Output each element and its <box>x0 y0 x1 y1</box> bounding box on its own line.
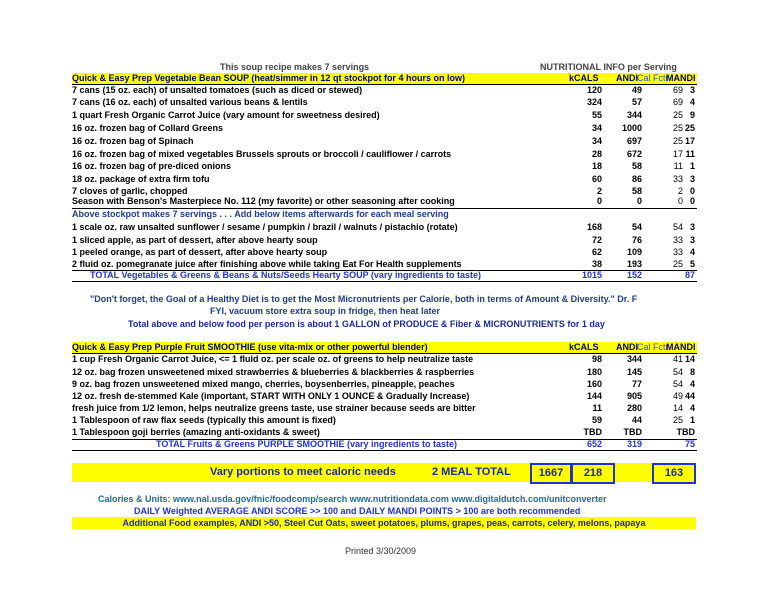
row-mandi: 8 <box>689 367 695 377</box>
row-andi: 58 <box>631 161 642 171</box>
row-calfctr: 33 <box>672 235 683 245</box>
row-kcal: 34 <box>591 123 602 133</box>
meal-total-label: 2 MEAL TOTAL <box>432 466 511 478</box>
gallon-text: Total above and below food per person is about 1 GALLON of PRODUCE & Fiber & MICRONUTRIENTS for 1 day <box>128 319 605 329</box>
row-desc: 7 cloves of garlic, chopped <box>72 186 188 196</box>
table-row <box>72 247 697 258</box>
row-mandi: 1 <box>689 161 695 171</box>
row-calfctr: 25 <box>672 136 683 146</box>
kcals-header: kCALS <box>569 342 599 352</box>
table-row <box>72 110 697 121</box>
row-mandi: 17 <box>684 136 695 146</box>
row-mandi: 1 <box>689 415 695 425</box>
row-mandi: 4 <box>689 247 695 257</box>
row-calfctr: 54 <box>672 222 683 232</box>
row-desc: 7 cans (16 oz. each) of unsalted various beans & lentils <box>72 97 308 107</box>
row-kcal: 324 <box>586 97 602 107</box>
row-kcal: 98 <box>591 354 602 364</box>
row-desc: 9 oz. bag frozen unsweetened mixed mango, cherries, boysenberries, pineapple, peaches <box>72 379 455 389</box>
table-row <box>72 136 697 147</box>
meal-total-andi: 218 <box>571 463 615 484</box>
row-mandi: 4 <box>689 379 695 389</box>
servings-title: This soup recipe makes 7 servings <box>220 62 370 72</box>
smoothie-total-kcal: 652 <box>586 439 602 449</box>
daily-recommendation: DAILY Weighted AVERAGE ANDI SCORE >> 100 and DAILY MANDI POINTS > 100 are both recommended <box>134 506 581 516</box>
row-andi: 905 <box>626 391 642 401</box>
row-calfctr: 54 <box>672 379 683 389</box>
row-andi: 54 <box>631 222 642 232</box>
row-andi: 1000 <box>621 123 642 133</box>
smoothie-total-andi: 319 <box>626 439 642 449</box>
meal-total-mandi: 163 <box>652 463 696 484</box>
row-kcal: 72 <box>591 235 602 245</box>
row-andi: 193 <box>626 259 642 269</box>
row-kcal: 34 <box>591 136 602 146</box>
row-andi: 145 <box>626 367 642 377</box>
soup-total-kcal: 1015 <box>581 270 602 280</box>
row-mandi: 3 <box>689 85 695 95</box>
row-kcal: 60 <box>591 174 602 184</box>
row-mandi: 25 <box>684 123 695 133</box>
row-mandi: 11 <box>685 149 695 159</box>
row-kcal: 180 <box>586 367 602 377</box>
row-kcal: 28 <box>591 149 602 159</box>
calories-units-links: Calories & Units: www.nal.usda.gov/fnic/foodcomp/search www.nutritiondata.com www.digitaldutch.com/unitconverter <box>98 494 607 504</box>
row-mandi: 3 <box>689 222 695 232</box>
divider <box>72 281 697 282</box>
row-mandi: 0 <box>689 196 695 206</box>
smoothie-total-label: TOTAL Fruits & Greens PURPLE SMOOTHIE (vary ingredients to taste) <box>156 439 458 449</box>
row-kcal: 160 <box>586 379 602 389</box>
row-andi: 344 <box>626 110 642 120</box>
smoothie-header-title: Quick & Easy Prep Purple Fruit SMOOTHIE (use vita-mix or other powerful blender) <box>72 342 428 352</box>
table-row <box>72 174 697 185</box>
row-andi: 86 <box>631 174 642 184</box>
row-kcal: TBD <box>583 427 602 437</box>
row-andi: 672 <box>626 149 642 159</box>
table-row <box>72 123 697 134</box>
row-calfctr: 41 <box>672 354 683 364</box>
table-row <box>72 161 697 172</box>
table-row <box>72 391 697 402</box>
row-desc: 16 oz. frozen bag of mixed vegetables Brussels sprouts or broccoli / cauliflower / carrots <box>72 149 452 159</box>
smoothie-total-row <box>72 439 697 450</box>
row-kcal: 62 <box>591 247 602 257</box>
row-calfctr: 69 <box>672 97 683 107</box>
table-row <box>72 97 697 108</box>
row-calfctr: 69 <box>672 85 683 95</box>
table-row <box>72 354 697 365</box>
row-andi: 109 <box>626 247 642 257</box>
table-row <box>72 403 697 414</box>
row-kcal: 59 <box>591 415 602 425</box>
row-kcal: 144 <box>586 391 602 401</box>
fyi-text: FYI, vacuum store extra soup in fridge, then heat later <box>210 306 441 316</box>
row-calfctr: 0 <box>677 196 683 206</box>
row-desc: 1 Tablespoon goji berries (amazing anti-oxidants & sweet) <box>72 427 320 437</box>
table-row <box>72 196 697 207</box>
calfctr-header: Cal Fctr <box>637 342 669 352</box>
row-desc: 2 fluid oz. pomegranate juice after finishing above while taking Eat For Health supplements <box>72 259 462 269</box>
smoothie-header <box>72 342 697 353</box>
row-mandi: 44 <box>684 391 695 401</box>
row-andi: 280 <box>626 403 642 413</box>
row-calfctr: 54 <box>672 367 683 377</box>
table-row <box>72 149 697 160</box>
row-desc: 7 cans (15 oz. each) of unsalted tomatoes (such as diced or stewed) <box>72 85 363 95</box>
soup-total-label: TOTAL Vegetables & Greens & Beans & Nuts/Seeds Hearty SOUP (vary ingredients to taste) <box>90 270 481 280</box>
row-desc: 1 cup Fresh Organic Carrot Juice, <= 1 fluid oz. per scale oz. of greens to help neutralize taste <box>72 354 474 364</box>
table-row <box>72 222 697 233</box>
row-calfctr: 14 <box>672 403 683 413</box>
table-row <box>72 379 697 390</box>
row-kcal: 11 <box>592 403 602 413</box>
row-andi: 344 <box>626 354 642 364</box>
row-andi: 44 <box>631 415 642 425</box>
row-calfctr: 33 <box>672 247 683 257</box>
soup-header <box>72 73 697 84</box>
row-desc: 1 peeled orange, as part of dessert, after above hearty soup <box>72 247 328 257</box>
table-row <box>72 427 697 438</box>
row-mandi: 14 <box>684 354 695 364</box>
row-desc: 12 oz. bag frozen unsweetened mixed strawberries & blueberries & blackberries & raspberries <box>72 367 475 377</box>
row-mandi: 4 <box>689 403 695 413</box>
kcals-header: kCALS <box>569 73 599 83</box>
row-desc: 16 oz. frozen bag of Collard Greens <box>72 123 224 133</box>
row-mandi: 5 <box>689 259 695 269</box>
row-mandi: 4 <box>689 97 695 107</box>
row-desc: 1 scale oz. raw unsalted sunflower / sesame / pumpkin / brazil / walnuts / pistachio (rotate) <box>72 222 458 232</box>
row-calfctr: 25 <box>672 110 683 120</box>
row-calfctr: 17 <box>672 149 683 159</box>
row-desc: Season with Benson's Masterpiece No. 112 (my favorite) or other seasoning after cooking <box>72 196 455 206</box>
above-stockpot-note: Above stockpot makes 7 servings . . . Add below items afterwards for each meal serving <box>72 209 449 219</box>
additional-foods: Additional Food examples, ANDI >50, Steel Cut Oats, sweet potatoes, plums, grapes, peas, carrots, celery, melons, papaya <box>72 517 696 529</box>
row-desc: 1 sliced apple, as part of dessert, after above hearty soup <box>72 235 318 245</box>
row-kcal: 38 <box>591 259 602 269</box>
printed-date: Printed 3/30/2009 <box>345 546 417 556</box>
row-andi: 77 <box>631 379 642 389</box>
table-row <box>72 259 697 270</box>
table-row <box>72 367 697 378</box>
row-andi: 76 <box>631 235 642 245</box>
row-calfctr: 11 <box>673 161 683 171</box>
row-andi: 697 <box>626 136 642 146</box>
row-kcal: 168 <box>586 222 602 232</box>
row-desc: 16 oz. frozen bag of Spinach <box>72 136 194 146</box>
row-andi: TBD <box>623 427 642 437</box>
row-andi: 49 <box>631 85 642 95</box>
row-calfctr: 2 <box>677 186 683 196</box>
soup-header-title: Quick & Easy Prep Vegetable Bean SOUP (heat/simmer in 12 qt stockpot for 4 hours on low) <box>72 73 465 83</box>
row-mandi: TBD <box>676 427 695 437</box>
quote-text: "Don't forget, the Goal of a Healthy Diet is to get the Most Micronutrients per Calorie, both in terms of Amount & Diversity." Dr. F <box>90 294 638 304</box>
row-kcal: 120 <box>586 85 602 95</box>
row-calfctr: 25 <box>672 415 683 425</box>
divider <box>72 450 697 451</box>
row-kcal: 2 <box>596 186 602 196</box>
row-calfctr: 49 <box>672 391 683 401</box>
mandi-header: MANDI <box>666 73 696 83</box>
table-row <box>72 235 697 246</box>
row-kcal: 0 <box>596 196 602 206</box>
row-andi: 57 <box>631 97 642 107</box>
calfctr-header: Cal Fctr <box>637 73 669 83</box>
vary-portions-text: Vary portions to meet caloric needs <box>210 466 396 478</box>
row-kcal: 55 <box>591 110 602 120</box>
soup-total-mandi: 87 <box>684 270 695 280</box>
row-mandi: 3 <box>689 235 695 245</box>
row-calfctr: 25 <box>672 123 683 133</box>
row-desc: fresh juice from 1/2 lemon, helps neutralize greens taste, use strainer because seeds are bitter <box>72 403 476 413</box>
meal-total-kcal: 1667 <box>530 463 572 484</box>
row-desc: 1 quart Fresh Organic Carrot Juice (vary amount for sweetness desired) <box>72 110 380 120</box>
nutrition-title: NUTRITIONAL INFO per Serving <box>540 62 677 72</box>
row-desc: 16 oz. frozen bag of pre-diced onions <box>72 161 232 171</box>
row-desc: 18 oz. package of extra firm tofu <box>72 174 210 184</box>
andi-header: ANDI <box>616 73 638 83</box>
row-calfctr: 33 <box>672 174 683 184</box>
row-calfctr: 25 <box>672 259 683 269</box>
row-desc: 12 oz. fresh de-stemmed Kale (important, START WITH ONLY 1 OUNCE & Gradually Increase) <box>72 391 470 401</box>
smoothie-total-mandi: 75 <box>684 439 695 449</box>
row-mandi: 3 <box>689 174 695 184</box>
row-desc: 1 Tablespoon of raw flax seeds (typically this amount is fixed) <box>72 415 336 425</box>
row-mandi: 9 <box>689 110 695 120</box>
table-row <box>72 85 697 96</box>
row-andi: 58 <box>631 186 642 196</box>
mandi-header: MANDI <box>666 342 696 352</box>
row-andi: 0 <box>636 196 642 206</box>
soup-total-andi: 152 <box>626 270 642 280</box>
row-kcal: 18 <box>591 161 602 171</box>
table-row <box>72 415 697 426</box>
row-mandi: 0 <box>689 186 695 196</box>
soup-total-row <box>72 270 697 281</box>
andi-header: ANDI <box>616 342 638 352</box>
